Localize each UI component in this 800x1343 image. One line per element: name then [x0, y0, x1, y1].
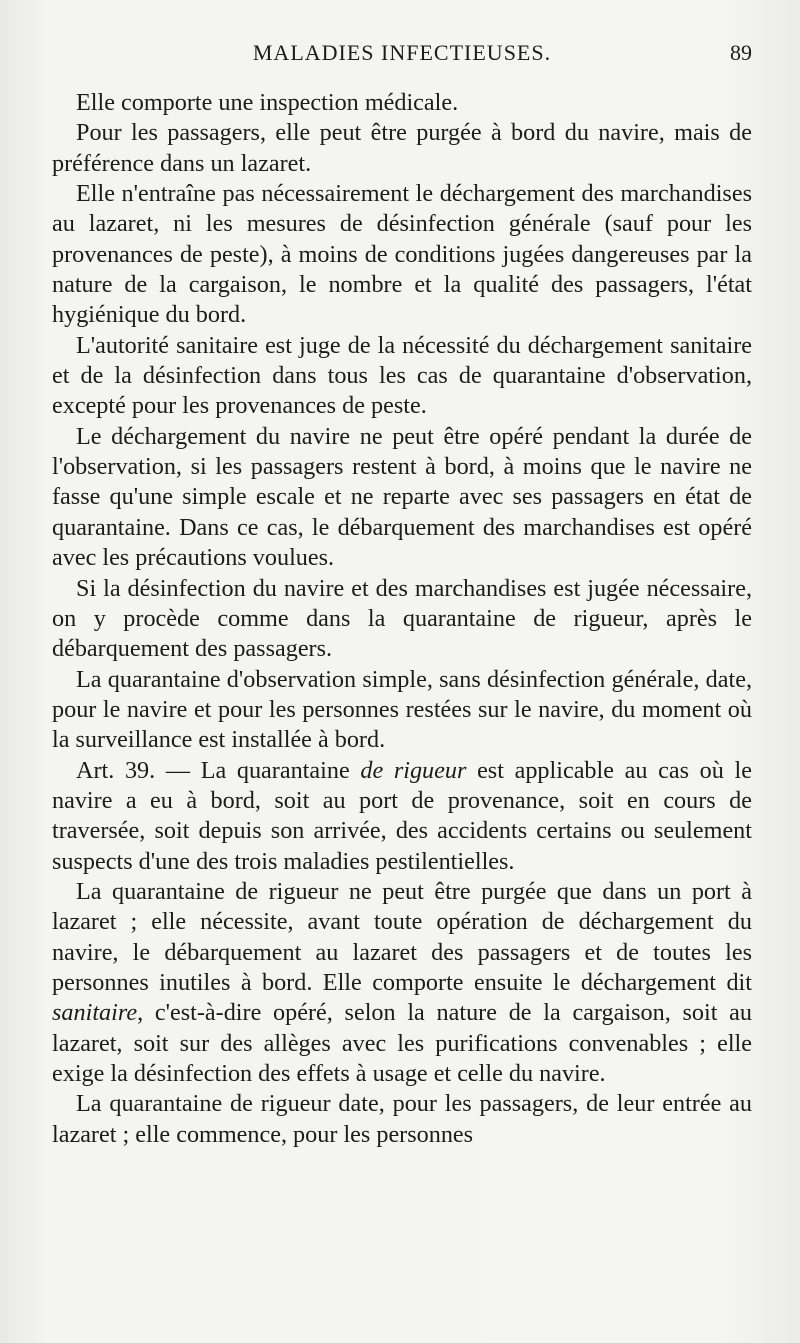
- paragraph: La quarantaine d'observation simple, sans désinfection générale, date, pour le navire et pour les personnes restées sur le navire, du moment où la surveillance est installée à bord.: [52, 665, 752, 754]
- paragraph: Pour les passagers, elle peut être purgée à bord du navire, mais de préférence dans un lazaret.: [52, 119, 752, 177]
- paragraph: Si la désinfection du navire et des marchandises est jugée nécessaire, on y procède comme dans la quarantaine de rigueur, après le débarquement des passagers.: [52, 574, 752, 663]
- paragraph: La quarantaine de rigueur ne peut être purgée que dans un port à lazaret ; elle nécessite, avant toute opération de déchargement du navire, le débarquement au lazaret des passagers et de toutes les personnes inutiles à bord. Elle comporte ensuite le déchargement dit sanitaire, c'est-à-dire opéré, selon la nature de la cargaison, soit au lazaret, soit sur des allèges avec les purifications convenables ; elle exige la désinfection des effets à usage et celle du navire.: [52, 877, 752, 1087]
- paragraph: Le déchargement du navire ne peut être opéré pendant la durée de l'observation, si les passagers restent à bord, à moins que le navire ne fasse qu'une simple escale et ne reparte avec ses passagers en état de quarantaine. Dans ce cas, le débarquement des marchandises est opéré avec les précautions voulues.: [52, 422, 752, 572]
- paragraph: L'autorité sanitaire est juge de la nécessité du déchargement sanitaire et de la désinfection dans tous les cas de quarantaine d'observation, excepté pour les provenances de peste.: [52, 331, 752, 420]
- page-header: [52, 40, 752, 76]
- page-number: 89: [730, 40, 752, 65]
- body-text: [52, 88, 752, 1150]
- paragraph: Elle comporte une inspection médicale.: [76, 89, 459, 116]
- running-title: MALADIES INFECTIEUSES.: [252, 40, 552, 65]
- italic-term: de rigueur: [360, 756, 467, 784]
- paragraph: La quarantaine de rigueur date, pour les passagers, de leur entrée au lazaret ; elle commence, pour les personnes: [52, 1090, 752, 1148]
- paragraph: Elle n'entraîne pas nécessairement le déchargement des marchandises au lazaret, ni les mesures de désinfection générale (sauf pour les provenances de peste), à moins de conditions jugées dangereuses par la nature de la cargaison, le nombre et la qualité des passagers, l'état hygiénique du bord.: [52, 180, 752, 329]
- article-39-paragraph: Art. 39. — La quarantaine de rigueur est applicable au cas où le navire a eu à bord, soit au port de provenance, soit en cours de traversée, soit depuis son arrivée, des accidents certains ou seulement suspects d'une des trois maladies pestilentielles.: [52, 756, 752, 875]
- italic-term: sanitaire: [52, 999, 138, 1027]
